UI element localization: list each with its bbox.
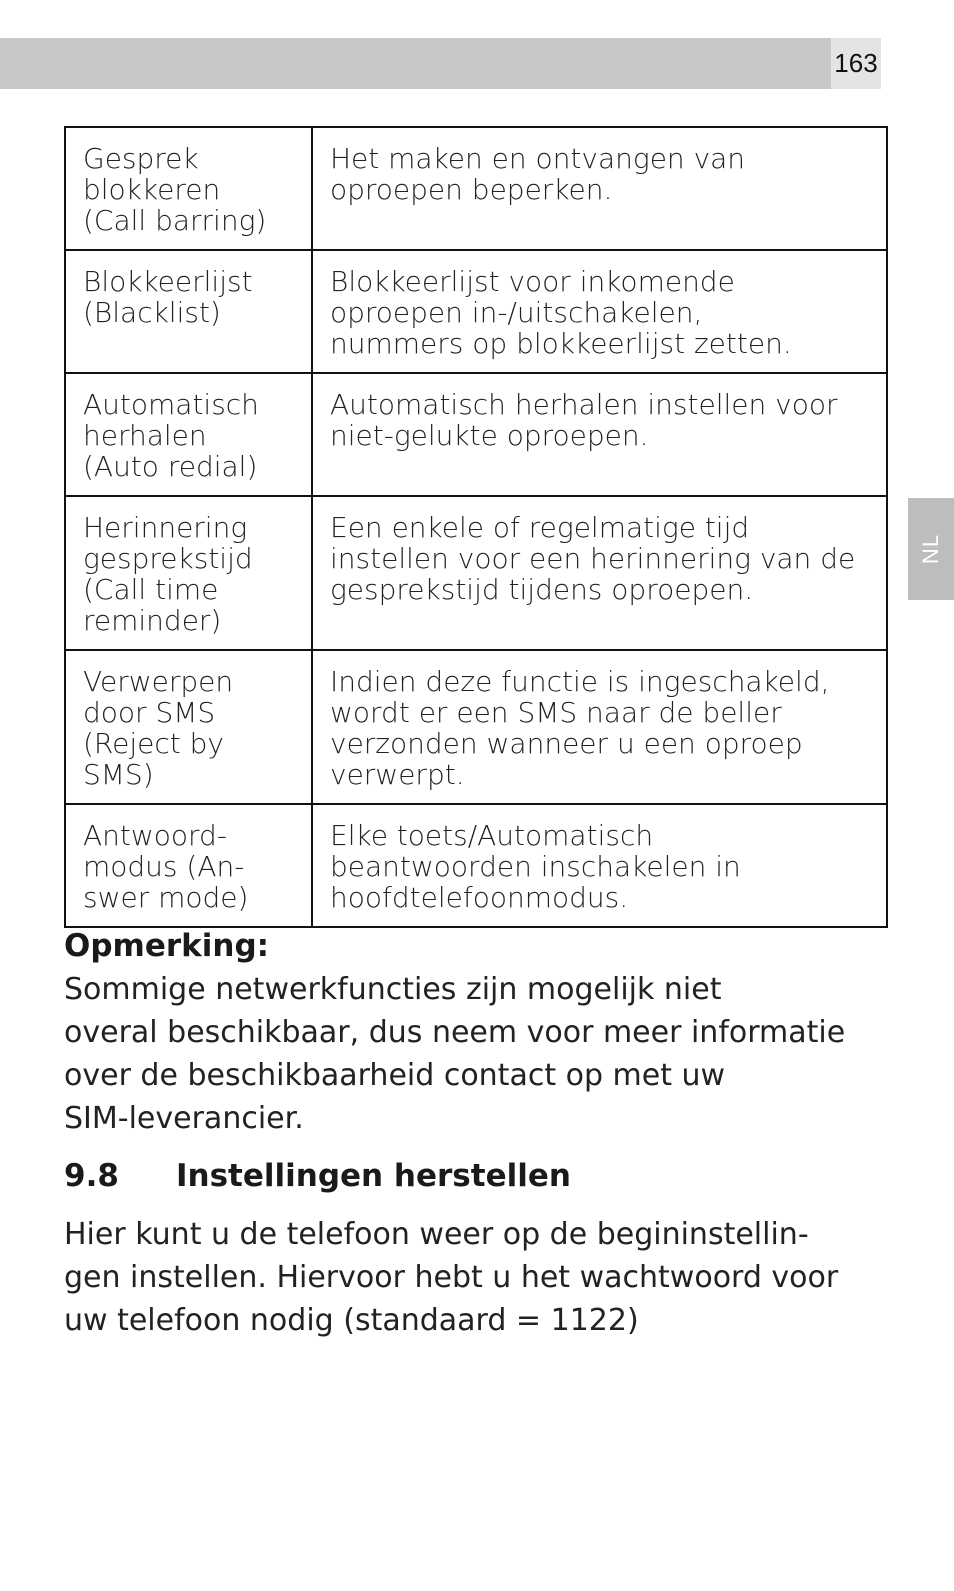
- feature-name-line: Automatisch: [83, 388, 259, 421]
- page-number: 163: [831, 38, 881, 89]
- table-row: [65, 373, 887, 496]
- feature-description-line: Een enkele of regelmatige tijd: [330, 511, 750, 544]
- feature-name-line: modus (An-: [83, 850, 245, 883]
- table-row: [65, 127, 887, 250]
- note-title: Opmerking:: [64, 928, 270, 964]
- feature-description-cell: [312, 127, 887, 250]
- feature-name-line: Antwoord-: [83, 819, 227, 852]
- feature-name-cell: [65, 127, 312, 250]
- feature-name-line: Verwerpen: [83, 665, 234, 698]
- table-row: [65, 650, 887, 804]
- note-line: overal beschikbaar, dus neem voor meer informatie: [64, 1015, 846, 1050]
- section-number: 9.8: [64, 1158, 119, 1194]
- section-body: [64, 1213, 904, 1342]
- feature-name-line: gesprekstijd: [83, 542, 253, 575]
- feature-description-line: instellen voor een herinnering van de: [330, 542, 856, 575]
- language-tab: [908, 498, 954, 600]
- feature-name-line: door SMS: [83, 696, 216, 729]
- feature-description-cell: [312, 373, 887, 496]
- section-title: Instellingen herstellen: [176, 1158, 571, 1194]
- table-row: [65, 804, 887, 927]
- section-line: Hier kunt u de telefoon weer op de begininstellin-: [64, 1217, 809, 1252]
- feature-name-line: reminder): [83, 604, 222, 637]
- feature-name-line: (Call time: [83, 573, 219, 606]
- feature-description-line: Indien deze functie is ingeschakeld,: [330, 665, 830, 698]
- feature-description-line: oproepen in-/uitschakelen,: [330, 296, 703, 329]
- feature-description-cell: [312, 250, 887, 373]
- feature-name-line: SMS): [83, 758, 154, 791]
- feature-description-line: wordt er een SMS naar de beller: [330, 696, 782, 729]
- features-table: [64, 126, 888, 928]
- feature-description-line: verwerpt.: [330, 758, 465, 791]
- feature-name-line: (Blacklist): [83, 296, 221, 329]
- feature-description-line: niet-gelukte oproepen.: [330, 419, 649, 452]
- feature-description-line: Automatisch herhalen instellen voor: [330, 388, 838, 421]
- feature-description-line: Elke toets/Automatisch: [330, 819, 654, 852]
- feature-description-line: nummers op blokkeerlijst zetten.: [330, 327, 792, 360]
- feature-description-line: verzonden wanneer u een oproep: [330, 727, 803, 760]
- section-line: gen instellen. Hiervoor hebt u het wachtwoord voor: [64, 1260, 839, 1295]
- table-row: [65, 250, 887, 373]
- feature-description-line: beantwoorden inschakelen in: [330, 850, 741, 883]
- feature-name-cell: [65, 804, 312, 927]
- feature-name-line: herhalen: [83, 419, 207, 452]
- feature-name-line: Herinnering: [83, 511, 248, 544]
- feature-description-line: oproepen beperken.: [330, 173, 613, 206]
- feature-description-line: hoofdtelefoonmodus.: [330, 881, 629, 914]
- feature-name-line: (Reject by: [83, 727, 224, 760]
- section-line: uw telefoon nodig (standaard = 1122): [64, 1303, 639, 1338]
- feature-name-line: swer mode): [83, 881, 249, 914]
- feature-description-line: Het maken en ontvangen van: [330, 142, 746, 175]
- language-tab-label: NL: [918, 533, 943, 565]
- table-row: [65, 496, 887, 650]
- feature-name-cell: [65, 373, 312, 496]
- note-line: over de beschikbaarheid contact op met uw: [64, 1058, 726, 1093]
- feature-description-line: gesprekstijd tijdens oproepen.: [330, 573, 754, 606]
- feature-description-cell: [312, 804, 887, 927]
- feature-name-line: Blokkeerlijst: [83, 265, 253, 298]
- note-line: Sommige netwerkfuncties zijn mogelijk niet: [64, 972, 722, 1007]
- feature-name-line: (Call barring): [83, 204, 267, 237]
- section-heading: [64, 1158, 571, 1194]
- feature-description-cell: [312, 496, 887, 650]
- feature-name-cell: [65, 650, 312, 804]
- note-body: [64, 968, 894, 1140]
- feature-name-line: (Auto redial): [83, 450, 258, 483]
- feature-description-cell: [312, 650, 887, 804]
- header-bar: [0, 38, 831, 89]
- feature-name-line: Gesprek: [83, 142, 199, 175]
- feature-name-cell: [65, 496, 312, 650]
- feature-name-cell: [65, 250, 312, 373]
- note-line: SIM-leverancier.: [64, 1101, 304, 1136]
- feature-description-line: Blokkeerlijst voor inkomende: [330, 265, 735, 298]
- feature-name-line: blokkeren: [83, 173, 221, 206]
